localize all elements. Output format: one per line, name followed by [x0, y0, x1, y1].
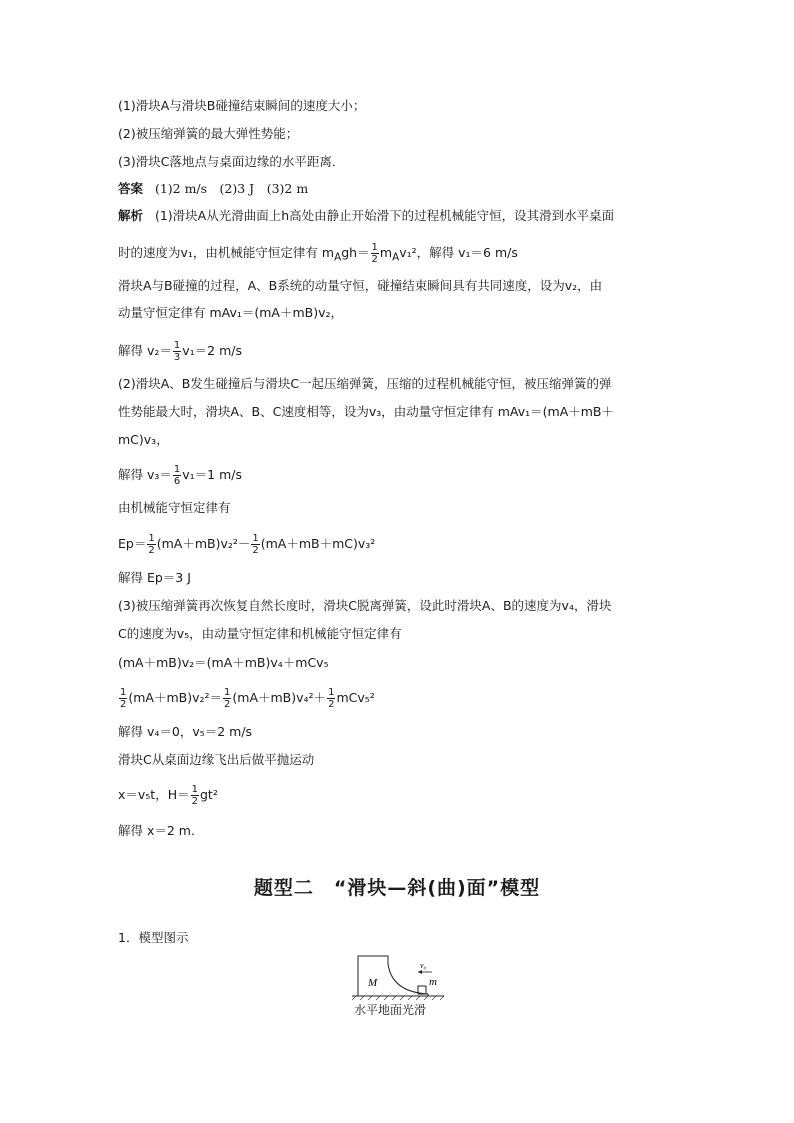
analysis-line-2	[118, 242, 518, 266]
fraction-one-sixth: $\frac{1}{6}$	[173, 464, 181, 487]
analysis-line-7: 性势能最大时，滑块A、B、C速度相等，设为v₃，由动量守恒定律有 mAv₁＝(mA＋mB＋	[118, 404, 614, 419]
fraction-one-half: $\frac{1}{2}$	[328, 687, 335, 710]
question-3: (3)滑块C落地点与桌面边缘的水平距离．	[118, 154, 345, 169]
subscript: A	[392, 251, 400, 264]
section-item-1: 1．模型图示	[118, 930, 189, 945]
fraction-one-third: $\frac{1}{3}$	[173, 340, 181, 363]
label-M: M	[368, 977, 378, 989]
section-title: 题型二 “滑块—斜(曲)面”模型	[253, 877, 541, 899]
analysis-line-10: 由机械能守恒定律有	[118, 500, 231, 515]
analysis-text: v₁²，解得 v₁＝6 m/s	[399, 245, 518, 260]
fraction-one-half: $\frac{1}{2}$	[224, 687, 231, 710]
arrow-head-icon	[418, 970, 422, 974]
analysis-line-4: 动量守恒定律有 mAv₁＝(mA＋mB)v₂，	[118, 305, 344, 320]
fraction-one-half: $\frac{1}{2}$	[148, 533, 155, 556]
answer-line	[118, 181, 308, 197]
analysis-label: 解析	[118, 208, 144, 223]
model-diagram	[348, 952, 448, 1002]
analysis-line-11: Ep＝ $\frac{1}{2}$ (mA＋mB)v₂²－ $\frac{1}{2}$ (mA＋mB＋mC)v₃²	[118, 533, 376, 556]
diagram-caption: 水平地面光滑	[354, 1003, 427, 1017]
analysis-line-14: C的速度为v₅，由动量守恒定律和机械能守恒定律有	[118, 626, 402, 641]
analysis-line-1	[118, 208, 614, 224]
analysis-line-20: 解得 x＝2 m.	[118, 823, 195, 838]
analysis-text: m	[379, 245, 393, 260]
analysis-line-5: 解得 v₂＝ $\frac{1}{3}$ v₁＝2 m/s	[118, 340, 243, 363]
analysis-line-8: mC)v₃，	[118, 432, 169, 447]
fraction-one-half: $\frac{1}{2}$	[252, 533, 259, 556]
fraction-one-half: $\frac{1}{2}$	[191, 784, 198, 807]
analysis-line-16: $\frac{1}{2}$ (mA＋mB)v₂²＝ $\frac{1}{2}$ (mA＋mB)v₄²＋ $\frac{1}{2}$ mCv₅²	[120, 687, 375, 710]
answer-label: 答案	[118, 181, 144, 196]
analysis-line-19: x＝v₅t，H＝ $\frac{1}{2}$ gt²	[118, 784, 218, 807]
fraction-one-half: $\frac{1}{2}$	[120, 687, 127, 710]
question-2: (2)被压缩弹簧的最大弹性势能；	[118, 126, 299, 141]
ground-hatch	[352, 996, 444, 1000]
analysis-line-17: 解得 v₄＝0，v₅＝2 m/s	[118, 724, 253, 739]
subscript: A	[334, 251, 342, 264]
question-1: (1)滑块A与滑块B碰撞结束瞬间的速度大小；	[118, 98, 366, 113]
analysis-line-13: (3)被压缩弹簧再次恢复自然长度时，滑块C脱离弹簧，设此时滑块A、B的速度为v₄，滑块	[118, 598, 612, 613]
analysis-line-12: 解得 Ep＝3 J	[118, 570, 191, 585]
label-m: m	[429, 976, 437, 988]
analysis-line-3: 滑块A与B碰撞的过程，A、B系统的动量守恒，碰撞结束瞬间具有共同速度，设为v₂，由	[118, 278, 603, 293]
analysis-text: 时的速度为v₁，由机械能守恒定律有 m	[118, 245, 335, 260]
fraction-one-half: $\frac{1}{2}$	[371, 242, 378, 265]
analysis-text: gh＝	[341, 245, 370, 260]
analysis-line-15: (mA＋mB)v₂＝(mA＋mB)v₄＋mCv₅	[118, 655, 329, 670]
analysis-line-6: (2)滑块A、B发生碰撞后与滑块C一起压缩弹簧，压缩的过程机械能守恒，被压缩弹簧的弹	[118, 376, 612, 391]
analysis-text: (1)滑块A从光滑曲面上h高处由静止开始滑下的过程机械能守恒，设其滑到水平桌面	[154, 208, 615, 223]
label-v0: v₀	[420, 961, 427, 970]
analysis-line-9: 解得 v₃＝ $\frac{1}{6}$ v₁＝1 m/s	[118, 464, 243, 487]
analysis-line-18: 滑块C从桌面边缘飞出后做平抛运动	[118, 752, 315, 767]
answer-values: (1)2 m/s (2)3 J (3)2 m	[154, 181, 309, 196]
